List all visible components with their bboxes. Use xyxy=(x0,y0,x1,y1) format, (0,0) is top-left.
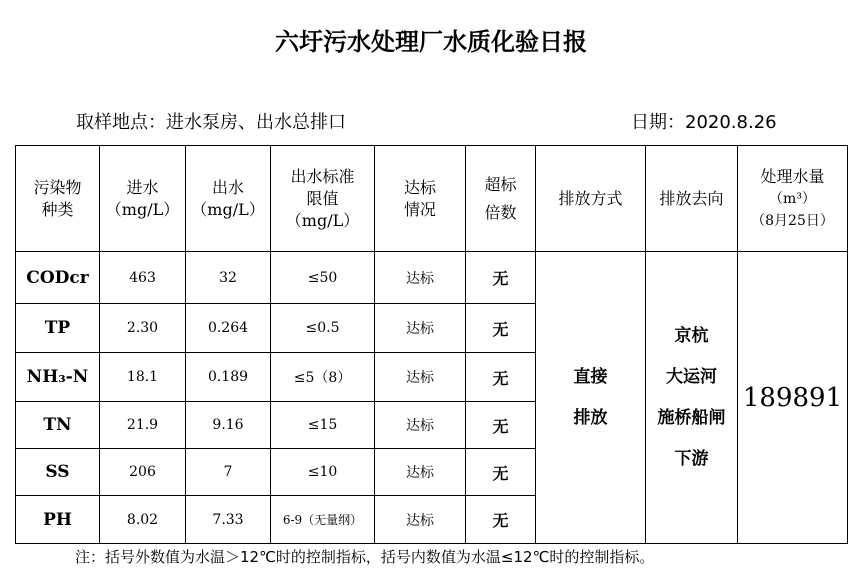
effluent-value: 0.264 xyxy=(186,304,271,353)
compliance-status: 达标 xyxy=(375,252,466,304)
standard-value: ≤0.5 xyxy=(271,304,375,353)
standard-value: 6-9（无量纲） xyxy=(271,496,375,544)
effluent-value: 7 xyxy=(186,449,271,496)
flow-volume: 189891 xyxy=(738,252,848,544)
table-row xyxy=(16,252,848,304)
header-pollutant: 污染物 种类 xyxy=(16,146,100,252)
influent-value: 206 xyxy=(100,449,186,496)
exceed-times: 无 xyxy=(466,353,536,402)
influent-value: 21.9 xyxy=(100,402,186,449)
sampling-location: 取样地点：进水泵房、出水总排口 xyxy=(76,112,346,133)
pollutant-name: SS xyxy=(16,449,100,496)
standard-value: ≤5（8） xyxy=(271,353,375,402)
compliance-status: 达标 xyxy=(375,496,466,544)
header-influent: 进水 （mg/L） xyxy=(100,146,186,252)
effluent-value: 9.16 xyxy=(186,402,271,449)
effluent-value: 0.189 xyxy=(186,353,271,402)
discharge-destination: 京杭 大运河 施桥船闸 下游 xyxy=(646,252,738,544)
influent-value: 2.30 xyxy=(100,304,186,353)
discharge-method: 直接 排放 xyxy=(536,252,646,544)
exceed-times: 无 xyxy=(466,449,536,496)
header-effluent: 出水 （mg/L） xyxy=(186,146,271,252)
pollutant-name: PH xyxy=(16,496,100,544)
footnote: 注：括号外数值为水温＞12℃时的控制指标，括号内数值为水温≤12℃时的控制指标。 xyxy=(75,548,655,566)
water-quality-table xyxy=(15,145,848,544)
effluent-value: 7.33 xyxy=(186,496,271,544)
influent-value: 8.02 xyxy=(100,496,186,544)
report-date: 日期：2020.8.26 xyxy=(631,112,777,133)
table-header-row xyxy=(16,146,848,252)
compliance-status: 达标 xyxy=(375,449,466,496)
exceed-times: 无 xyxy=(466,304,536,353)
effluent-value: 32 xyxy=(186,252,271,304)
header-flow: 处理水量 （m³） （8月25日） xyxy=(738,146,848,252)
header-exceed: 超标 倍数 xyxy=(466,146,536,252)
compliance-status: 达标 xyxy=(375,353,466,402)
exceed-times: 无 xyxy=(466,252,536,304)
pollutant-name: TP xyxy=(16,304,100,353)
compliance-status: 达标 xyxy=(375,402,466,449)
header-standard: 出水标准 限值 （mg/L） xyxy=(271,146,375,252)
pollutant-name: NH₃-N xyxy=(16,353,100,402)
pollutant-name: CODcr xyxy=(16,252,100,304)
header-destination: 排放去向 xyxy=(646,146,738,252)
exceed-times: 无 xyxy=(466,402,536,449)
header-method: 排放方式 xyxy=(536,146,646,252)
header-compliance: 达标 情况 xyxy=(375,146,466,252)
influent-value: 18.1 xyxy=(100,353,186,402)
influent-value: 463 xyxy=(100,252,186,304)
compliance-status: 达标 xyxy=(375,304,466,353)
report-title: 六圩污水处理厂水质化验日报 xyxy=(275,28,587,56)
standard-value: ≤15 xyxy=(271,402,375,449)
standard-value: ≤50 xyxy=(271,252,375,304)
exceed-times: 无 xyxy=(466,496,536,544)
standard-value: ≤10 xyxy=(271,449,375,496)
pollutant-name: TN xyxy=(16,402,100,449)
